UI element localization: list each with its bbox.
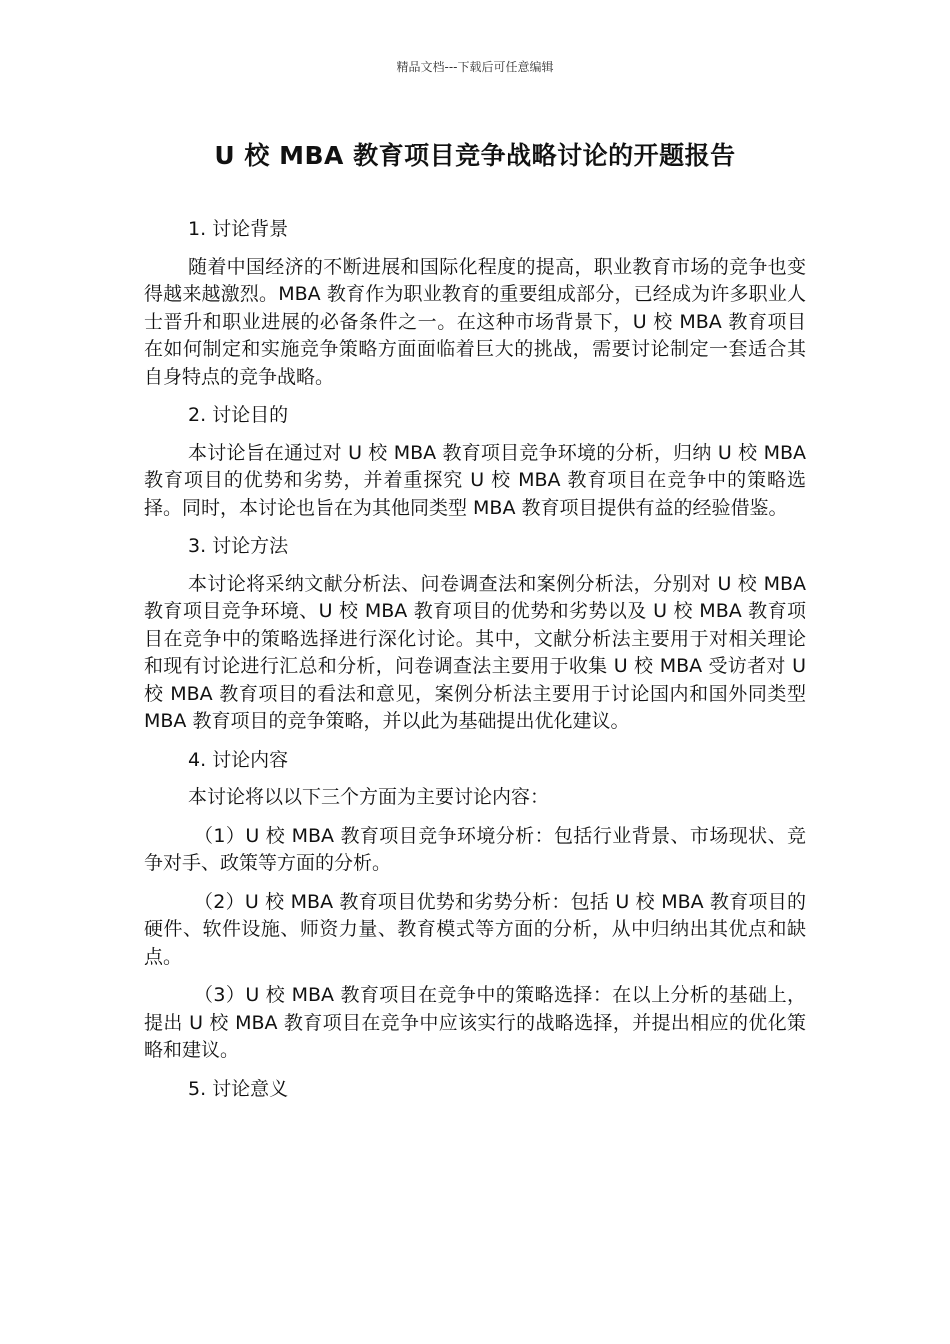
section-heading-background: 1. 讨论背景 xyxy=(188,218,289,240)
content-item-environment: （1）U 校 MBA 教育项目竞争环境分析：包括行业背景、市场现状、竞争对手、政策等方面的分析。 xyxy=(144,824,806,874)
section-heading-content: 4. 讨论内容 xyxy=(188,748,289,771)
section-heading-method: 3. 讨论方法 xyxy=(188,535,289,557)
document-title: U 校 MBA 教育项目竞争战略讨论的开题报告 xyxy=(214,141,736,170)
content-item-strategy: （3）U 校 MBA 教育项目在竞争中的策略选择：在以上分析的基础上，提出 U 校 MBA 教育项目在竞争中应该实行的战略选择，并提出相应的优化策略和建议。 xyxy=(144,984,806,1061)
paragraph-purpose: 本讨论旨在通过对 U 校 MBA 教育项目竞争环境的分析，归纳 U 校 MBA 教育项目的优势和劣势，并着重探究 U 校 MBA 教育项目在竞争中的策略选择。同时，本讨论也旨在为其他同类型 MBA 教育项目提供有益的经验借鉴。 xyxy=(144,441,806,519)
section-heading-purpose: 2. 讨论目的 xyxy=(188,404,289,426)
section-heading-significance: 5. 讨论意义 xyxy=(188,1077,289,1100)
paragraph-method: 本讨论将采纳文献分析法、问卷调查法和案例分析法，分别对 U 校 MBA 教育项目竞争环境、U 校 MBA 教育项目的优势和劣势以及 U 校 MBA 教育项目在竞争中的策略选择进行深化讨论。其中，文献分析法主要用于对相关理论和现有讨论进行汇总和分析，问卷调查法主要用于收集 U 校 MBA 受访者对 U 校 MBA 教育项目的看法和意见，案例分析法主要用于讨论国内和国外同类型 MBA 教育项目的竞争策略，并以此为基础提出优化建议。 xyxy=(144,572,806,732)
header-note: 精品文档---下载后可任意编辑 xyxy=(396,60,554,74)
content-item-strengths-weaknesses: （2）U 校 MBA 教育项目优势和劣势分析：包括 U 校 MBA 教育项目的硬件、软件设施、师资力量、教育模式等方面的分析，从中归纳出其优点和缺点。 xyxy=(144,890,806,968)
paragraph-content-intro: 本讨论将以以下三个方面为主要讨论内容： xyxy=(188,786,550,808)
document-body xyxy=(144,216,806,1113)
paragraph-background: 随着中国经济的不断进展和国际化程度的提高，职业教育市场的竞争也变得越来越激烈。MBA 教育作为职业教育的重要组成部分，已经成为许多职业人士晋升和职业进展的必备条件之一。在这种市场背景下，U 校 MBA 教育项目在如何制定和实施竞争策略方面面临着巨大的挑战，需要讨论制定一套适合其自身特点的竞争战略。 xyxy=(144,255,806,388)
